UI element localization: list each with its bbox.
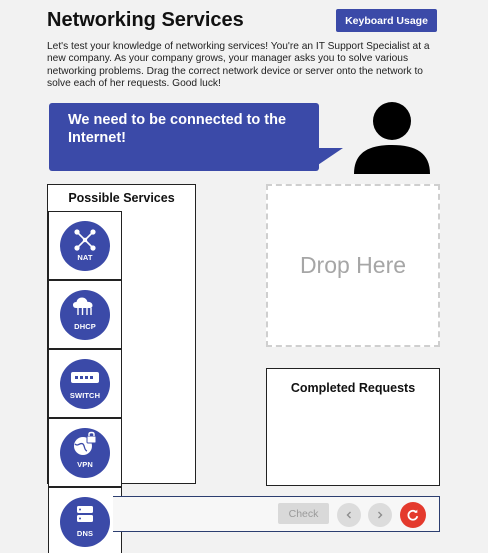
service-card-dhcp[interactable] — [48, 280, 122, 349]
service-label-vpn: VPN — [77, 459, 93, 469]
check-button[interactable]: Check — [278, 503, 329, 524]
keyboard-usage-button[interactable]: Keyboard Usage — [336, 9, 437, 32]
dns-icon — [60, 497, 110, 547]
dhcp-icon — [60, 290, 110, 340]
drop-zone-text: Drop Here — [299, 252, 407, 278]
nat-icon — [60, 221, 110, 271]
service-label-nat: NAT — [77, 252, 93, 262]
service-card-dns[interactable] — [48, 487, 122, 553]
possible-services-title: Possible Services — [68, 191, 175, 205]
page-title: Networking Services — [47, 9, 244, 31]
next-button[interactable] — [368, 503, 392, 527]
service-card-vpn[interactable] — [48, 418, 122, 487]
bubble-tail — [309, 148, 343, 171]
manager-avatar-icon — [352, 101, 432, 175]
intro-text: Let's test your knowledge of networking services! You're an IT Support Specialist at a new company. As your company grows, your manager asks you to solve various networking problems. Drag the correct network device or server onto the network to solve each of her requests. Good luck! — [47, 41, 430, 90]
switch-icon — [60, 359, 110, 409]
chevron-left-icon — [344, 510, 354, 520]
reset-button[interactable] — [400, 502, 426, 528]
previous-button[interactable] — [337, 503, 361, 527]
service-label-dhcp: DHCP — [74, 321, 96, 331]
completed-requests-title: Completed Requests — [290, 381, 416, 395]
vpn-icon — [60, 428, 110, 478]
service-card-nat[interactable] — [48, 211, 122, 280]
drop-zone[interactable] — [266, 184, 440, 347]
chevron-right-icon — [375, 510, 385, 520]
service-label-dns: DNS — [76, 528, 94, 538]
service-card-switch[interactable] — [48, 349, 122, 418]
service-label-switch: SWITCH — [69, 390, 101, 400]
reset-icon — [406, 508, 420, 522]
request-text: We need to be connected to the Internet! — [68, 112, 287, 146]
